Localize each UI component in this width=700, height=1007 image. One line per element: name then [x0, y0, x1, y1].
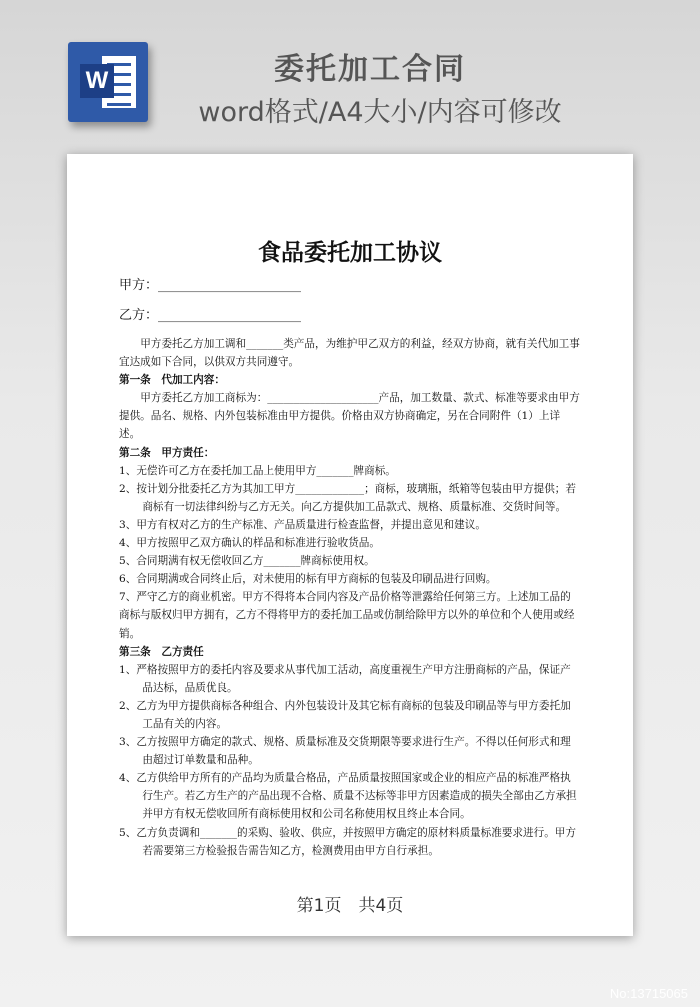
header-title: 委托加工合同	[274, 52, 466, 87]
intro-paragraph: 甲方委托乙方加工调和_______类产品，为维护甲乙双方的利益，经双方协商，就有关代加工事宜达成如下合同，以供双方共同遵守。	[119, 338, 580, 369]
document-title: 食品委托加工协议	[258, 239, 442, 266]
list-item: 3、乙方按照甲方确定的款式、规格、质量标准及交货期限等要求进行生产。不得以任何形式和理由超过订单数量和品种。	[119, 736, 571, 767]
article-1-title: 第一条 代加工内容：	[119, 374, 225, 387]
list-item: 2、按计划分批委托乙方为其加工甲方_____________；商标，玻璃瓶，纸箱等包装由甲方提供；若商标有一切法律纠纷与乙方无关。向乙方提供加工品款式、规格、质量标准、交货时间等。	[119, 482, 576, 513]
serial-number: No:13715065	[609, 986, 688, 1001]
list-item: 7、严守乙方的商业机密。甲方不得将本合同内容及产品价格等泄露给任何第三方。上述加工品的商标与版权归甲方拥有，乙方不得将甲方的委托加工品或仿制给除甲方以外的单位和个人使用或经销。	[119, 591, 575, 640]
header-subtitle: word格式/A4大小/内容可修改	[198, 97, 562, 128]
page-number-footer: 第1页 共4页	[296, 896, 404, 916]
list-item: 1、严格按照甲方的委托内容及要求从事代加工活动，高度重视生产甲方注册商标的产品，保证产品达标，品质优良。	[119, 663, 571, 694]
word-document-icon	[68, 42, 148, 122]
party-b-field: 乙方：______________________	[119, 308, 302, 323]
list-item: 3、甲方有权对乙方的生产标准、产品质量进行检查监督，并提出意见和建议。	[119, 518, 486, 531]
word-letter-icon: W	[80, 64, 114, 98]
party-a-field: 甲方：______________________	[119, 278, 302, 293]
list-item: 5、合同期满有权无偿收回乙方_______牌商标使用权。	[119, 555, 375, 568]
document-page	[67, 154, 633, 936]
list-item: 1、无偿许可乙方在委托加工品上使用甲方_______牌商标。	[119, 464, 396, 477]
list-item: 6、合同期满或合同终止后，对未使用的标有甲方商标的包装及印刷品进行回购。	[119, 573, 497, 586]
article-1-text: 甲方委托乙方加工商标为：_____________________产品，加工数量、款式、标准等要求由甲方提供。品名、规格、内外包装标准由甲方提供。价格由双方协商确定，另在合同附件（1）上详述。	[119, 392, 580, 441]
list-item: 4、甲方按照甲乙双方确认的样品和标准进行验收货品。	[119, 537, 380, 550]
article-3-title: 第三条 乙方责任	[119, 645, 204, 658]
list-item: 4、乙方供给甲方所有的产品均为质量合格品，产品质量按照国家或企业的相应产品的标准严格执行生产。若乙方生产的产品出现不合格、质量不达标等非甲方因素造成的损失全部由乙方承担并甲方有权无偿收回所有商标使用权和公司名称使用权且终止本合同。	[119, 772, 577, 821]
document-body	[119, 335, 581, 860]
article-2-title: 第二条 甲方责任：	[119, 446, 215, 459]
list-item: 2、乙方为甲方提供商标各种组合、内外包装设计及其它标有商标的包装及印刷品等与甲方委托加工品有关的内容。	[119, 699, 571, 730]
list-item: 5、乙方负责调和_______的采购、验收、供应，并按照甲方确定的原材料质量标准要求进行。甲方若需要第三方检验报告需告知乙方，检测费用由甲方自行承担。	[119, 826, 576, 857]
